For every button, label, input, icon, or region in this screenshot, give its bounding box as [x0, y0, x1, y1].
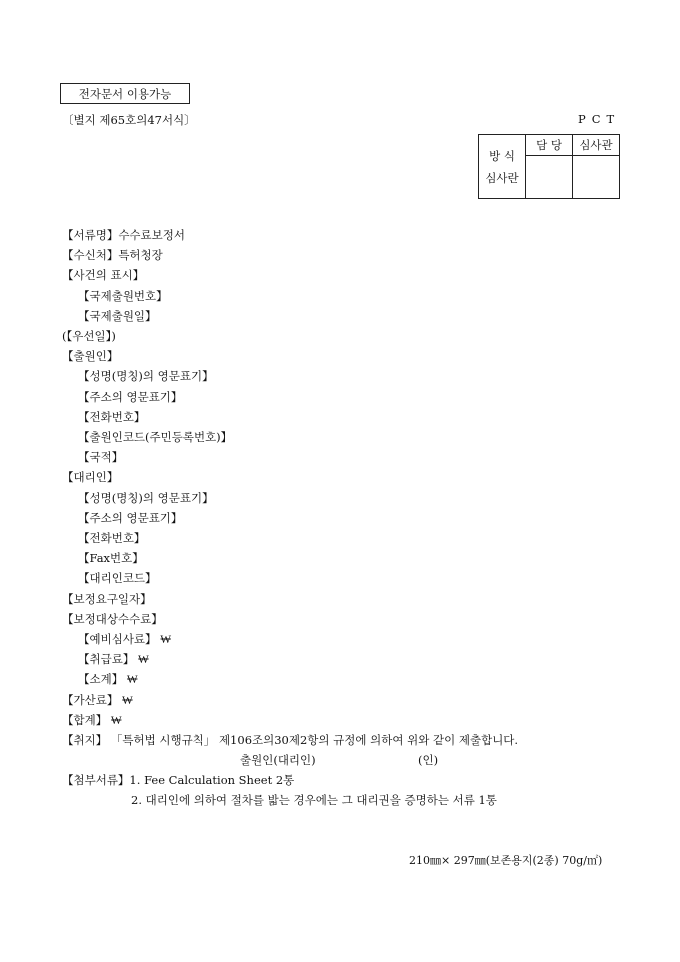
- form-field-line: 【전화번호】: [78, 531, 146, 545]
- attachment-line-2: 2. 대리인에 의하여 절차를 밟는 경우에는 그 대리권을 증명하는 서류 1통: [131, 793, 497, 807]
- review-officer-cell[interactable]: [526, 156, 573, 199]
- electronic-document-label: 전자문서 이용가능: [78, 86, 172, 101]
- review-row-label-line2: 심사란: [485, 170, 519, 185]
- review-examiner-cell[interactable]: [573, 156, 620, 199]
- electronic-document-box: [60, 83, 190, 104]
- form-field-line: 【사건의 표시】: [62, 268, 145, 283]
- form-field-line: 【주소의 영문표기】: [78, 389, 183, 404]
- form-field-line: 【국적】: [78, 450, 124, 465]
- form-field-line: 【취지】 「특허법 시행규칙」 제106조의30제2항의 규정에 의하여 위와 같이 제출합니다.: [62, 733, 519, 747]
- form-field-line: 【대리인코드】: [78, 571, 157, 586]
- form-field-line: (【우선일】): [62, 329, 116, 343]
- pct-label: PCT: [578, 112, 621, 126]
- form-field-line: 【수신처】특허청장: [62, 248, 163, 263]
- signature-seal: (인): [418, 753, 439, 767]
- review-row-label: [479, 135, 526, 199]
- form-field-line: 【대리인】: [62, 470, 119, 485]
- form-field-line: 【출원인】: [62, 349, 119, 364]
- form-number: 〔별지 제65호의47서식〕: [62, 113, 196, 127]
- form-field-line: 【성명(명칭)의 영문표기】: [78, 490, 214, 505]
- review-col-examiner: 심사관: [573, 135, 620, 156]
- review-row-label-line1: 방 식: [489, 148, 515, 163]
- form-field-line: 【국제출원번호】: [78, 288, 168, 303]
- form-field-line: 【성명(명칭)의 영문표기】: [78, 369, 214, 384]
- form-field-line: 【국제출원일】: [78, 308, 157, 323]
- form-field-line: 【출원인코드(주민등록번호)】: [78, 430, 233, 444]
- form-field-line: 【소계】 ₩: [78, 672, 138, 687]
- form-field-line: 【취급료】 ₩: [78, 652, 149, 667]
- form-field-line: 【주소의 영문표기】: [78, 510, 183, 525]
- form-field-line: 【Fax번호】: [78, 551, 144, 566]
- review-table: [478, 134, 620, 199]
- form-field-line: 【예비심사료】 ₩: [78, 632, 172, 646]
- form-field-line: 【가산료】 ₩: [62, 692, 133, 707]
- paper-spec-footer: 210㎜× 297㎜(보존용지(2종) 70g/㎡): [409, 854, 603, 867]
- review-col-officer: 담 당: [526, 135, 573, 156]
- form-field-line: 【보정대상수수료】: [62, 611, 163, 626]
- signature-label: 출원인(대리인): [240, 753, 316, 767]
- form-field-line: 【서류명】수수료보정서: [62, 228, 185, 242]
- form-field-line: 【합계】 ₩: [62, 712, 122, 727]
- form-field-line: 【보정요구일자】: [62, 591, 152, 606]
- attachment-line-1: 【첨부서류】1. Fee Calculation Sheet 2통: [62, 773, 295, 787]
- form-field-line: 【전화번호】: [78, 409, 146, 424]
